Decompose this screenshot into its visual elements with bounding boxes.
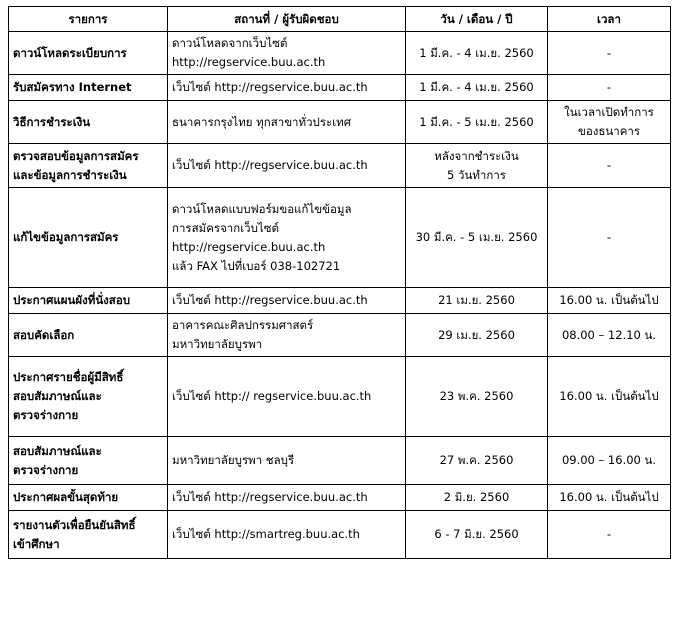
- item-cell-line: ประกาศผลขั้นสุดท้าย: [13, 490, 119, 504]
- date-cell: [406, 485, 548, 511]
- time-cell-line: -: [606, 158, 612, 172]
- time-cell-line: -: [606, 527, 612, 541]
- place-cell-line: มหาวิทยาลัยบูรพา: [172, 337, 263, 351]
- table-row: [9, 75, 671, 101]
- time-cell-line: ในเวลาเปิดทำการ: [564, 105, 654, 119]
- item-cell: [9, 75, 168, 101]
- time-cell: [548, 437, 671, 485]
- place-cell: [168, 357, 406, 437]
- date-cell-line: 6 - 7 มิ.ย. 2560: [434, 527, 519, 541]
- time-cell: [548, 314, 671, 357]
- table-row: [9, 437, 671, 485]
- time-cell-line: -: [606, 45, 612, 60]
- item-cell-line: รับสมัครทาง Internet: [13, 80, 132, 94]
- item-cell-line: วิธีการชำระเงิน: [13, 114, 91, 129]
- date-cell: [406, 437, 548, 485]
- table-row: [9, 101, 671, 144]
- table-row: [9, 144, 671, 188]
- item-cell: [9, 288, 168, 314]
- item-cell-line: ตรวจร่างกาย: [13, 462, 79, 477]
- place-cell-line: ดาวน์โหลดจากเว็บไซต์: [172, 36, 288, 50]
- date-cell-line: หลังจากชำระเงิน: [434, 148, 519, 163]
- item-cell-line: สอบคัดเลือก: [13, 327, 75, 342]
- place-cell-line: อาคารคณะศิลปกรรมศาสตร์: [172, 318, 314, 332]
- item-cell: [9, 314, 168, 357]
- item-cell-line: ดาวน์โหลดระเบียบการ: [13, 45, 127, 60]
- place-cell-line: เว็บไซต์ http:// regservice.buu.ac.th: [172, 389, 372, 403]
- place-cell-line: เว็บไซต์ http://regservice.buu.ac.th: [172, 293, 368, 307]
- place-cell-line: ธนาคารกรุงไทย ทุกสาขาทั่วประเทศ: [172, 114, 352, 129]
- time-cell-line: -: [606, 230, 612, 244]
- table-row: [9, 314, 671, 357]
- date-cell-line: 1 มี.ค. - 5 เม.ย. 2560: [419, 114, 534, 129]
- place-cell-line: เว็บไซต์ http://regservice.buu.ac.th: [172, 490, 368, 504]
- place-cell-line: การสมัครจากเว็บไซต์: [172, 220, 279, 235]
- time-cell-line: 16.00 น. เป็นต้นไป: [559, 490, 659, 504]
- item-cell-line: แก้ไขข้อมูลการสมัคร: [13, 230, 119, 244]
- table-row: [9, 485, 671, 511]
- time-cell: [548, 144, 671, 188]
- time-cell-line: 09.00 – 16.00 น.: [561, 453, 657, 467]
- schedule-body: [9, 32, 671, 559]
- place-cell: [168, 144, 406, 188]
- item-cell: [9, 357, 168, 437]
- date-cell: [406, 357, 548, 437]
- time-cell: [548, 75, 671, 101]
- item-cell-line: เข้าศึกษา: [13, 536, 60, 551]
- date-cell-line: 5 วันทำการ: [447, 167, 506, 182]
- item-cell-line: ตรวจสอบข้อมูลการสมัคร: [13, 148, 139, 163]
- header-item: รายการ: [9, 7, 168, 32]
- date-cell-line: 1 มี.ค. - 4 เม.ย. 2560: [419, 45, 534, 60]
- header-row: [9, 7, 671, 32]
- time-cell: [548, 511, 671, 559]
- table-row: [9, 511, 671, 559]
- place-cell: [168, 101, 406, 144]
- item-cell-line: สอบสัมภาษณ์และ: [13, 389, 102, 403]
- table-row: [9, 32, 671, 75]
- date-cell-line: 29 เม.ย. 2560: [438, 327, 515, 342]
- date-cell-line: 27 พ.ค. 2560: [439, 453, 514, 467]
- place-cell-line: http://regservice.buu.ac.th: [172, 239, 326, 254]
- table-row: [9, 288, 671, 314]
- item-cell-line: สอบสัมภาษณ์และ: [13, 443, 102, 458]
- item-cell: [9, 144, 168, 188]
- place-cell: [168, 288, 406, 314]
- place-cell-line: เว็บไซต์ http://regservice.buu.ac.th: [172, 158, 368, 172]
- time-cell-line: 08.00 – 12.10 น.: [561, 327, 657, 342]
- place-cell-line: เว็บไซต์ http://regservice.buu.ac.th: [172, 80, 368, 94]
- time-cell: [548, 188, 671, 288]
- time-cell: [548, 288, 671, 314]
- place-cell-line: เว็บไซต์ http://smartreg.buu.ac.th: [172, 527, 360, 541]
- place-cell: [168, 511, 406, 559]
- date-cell-line: 30 มี.ค. - 5 เม.ย. 2560: [415, 230, 538, 244]
- time-cell-line: 16.00 น. เป็นต้นไป: [559, 389, 659, 403]
- time-cell-line: 16.00 น. เป็นต้นไป: [559, 293, 659, 307]
- place-cell: [168, 437, 406, 485]
- time-cell: [548, 357, 671, 437]
- date-cell: [406, 511, 548, 559]
- item-cell-line: ประกาศแผนผังที่นั่งสอบ: [13, 293, 131, 307]
- place-cell-line: ดาวน์โหลดแบบฟอร์มขอแก้ไขข้อมูล: [172, 201, 352, 216]
- place-cell: [168, 75, 406, 101]
- date-cell-line: 21 เม.ย. 2560: [438, 293, 515, 307]
- date-cell: [406, 144, 548, 188]
- place-cell-line: มหาวิทยาลัยบูรพา ชลบุรี: [172, 453, 295, 467]
- date-cell-line: 1 มี.ค. - 4 เม.ย. 2560: [419, 80, 534, 94]
- date-cell: [406, 101, 548, 144]
- date-cell: [406, 314, 548, 357]
- place-cell-line: http://regservice.buu.ac.th: [172, 55, 326, 69]
- item-cell: [9, 32, 168, 75]
- date-cell: [406, 75, 548, 101]
- table-row: [9, 357, 671, 437]
- table-row: [9, 188, 671, 288]
- place-cell: [168, 188, 406, 288]
- schedule-table: [8, 6, 671, 559]
- place-cell: [168, 485, 406, 511]
- item-cell-line: ตรวจร่างกาย: [13, 408, 79, 422]
- place-cell: [168, 314, 406, 357]
- item-cell-line: และข้อมูลการชำระเงิน: [13, 167, 127, 182]
- time-cell-line: -: [606, 80, 612, 94]
- time-cell-line: ของธนาคาร: [577, 124, 641, 138]
- time-cell: [548, 101, 671, 144]
- place-cell: [168, 32, 406, 75]
- header-place: สถานที่ / ผู้รับผิดชอบ: [168, 7, 406, 32]
- time-cell: [548, 485, 671, 511]
- date-cell-line: 2 มิ.ย. 2560: [443, 490, 510, 504]
- item-cell-line: รายงานตัวเพื่อยืนยันสิทธิ์: [13, 517, 136, 532]
- date-cell: [406, 32, 548, 75]
- date-cell: [406, 188, 548, 288]
- date-cell-line: 23 พ.ค. 2560: [439, 389, 514, 403]
- item-cell-line: ประกาศรายชื่อผู้มีสิทธิ์: [13, 370, 124, 384]
- header-date: วัน / เดือน / ปี: [406, 7, 548, 32]
- item-cell: [9, 437, 168, 485]
- item-cell: [9, 511, 168, 559]
- place-cell-line: แล้ว FAX ไปที่เบอร์ 038-102721: [172, 258, 341, 273]
- time-cell: [548, 32, 671, 75]
- date-cell: [406, 288, 548, 314]
- header-time: เวลา: [548, 7, 671, 32]
- item-cell: [9, 485, 168, 511]
- item-cell: [9, 101, 168, 144]
- item-cell: [9, 188, 168, 288]
